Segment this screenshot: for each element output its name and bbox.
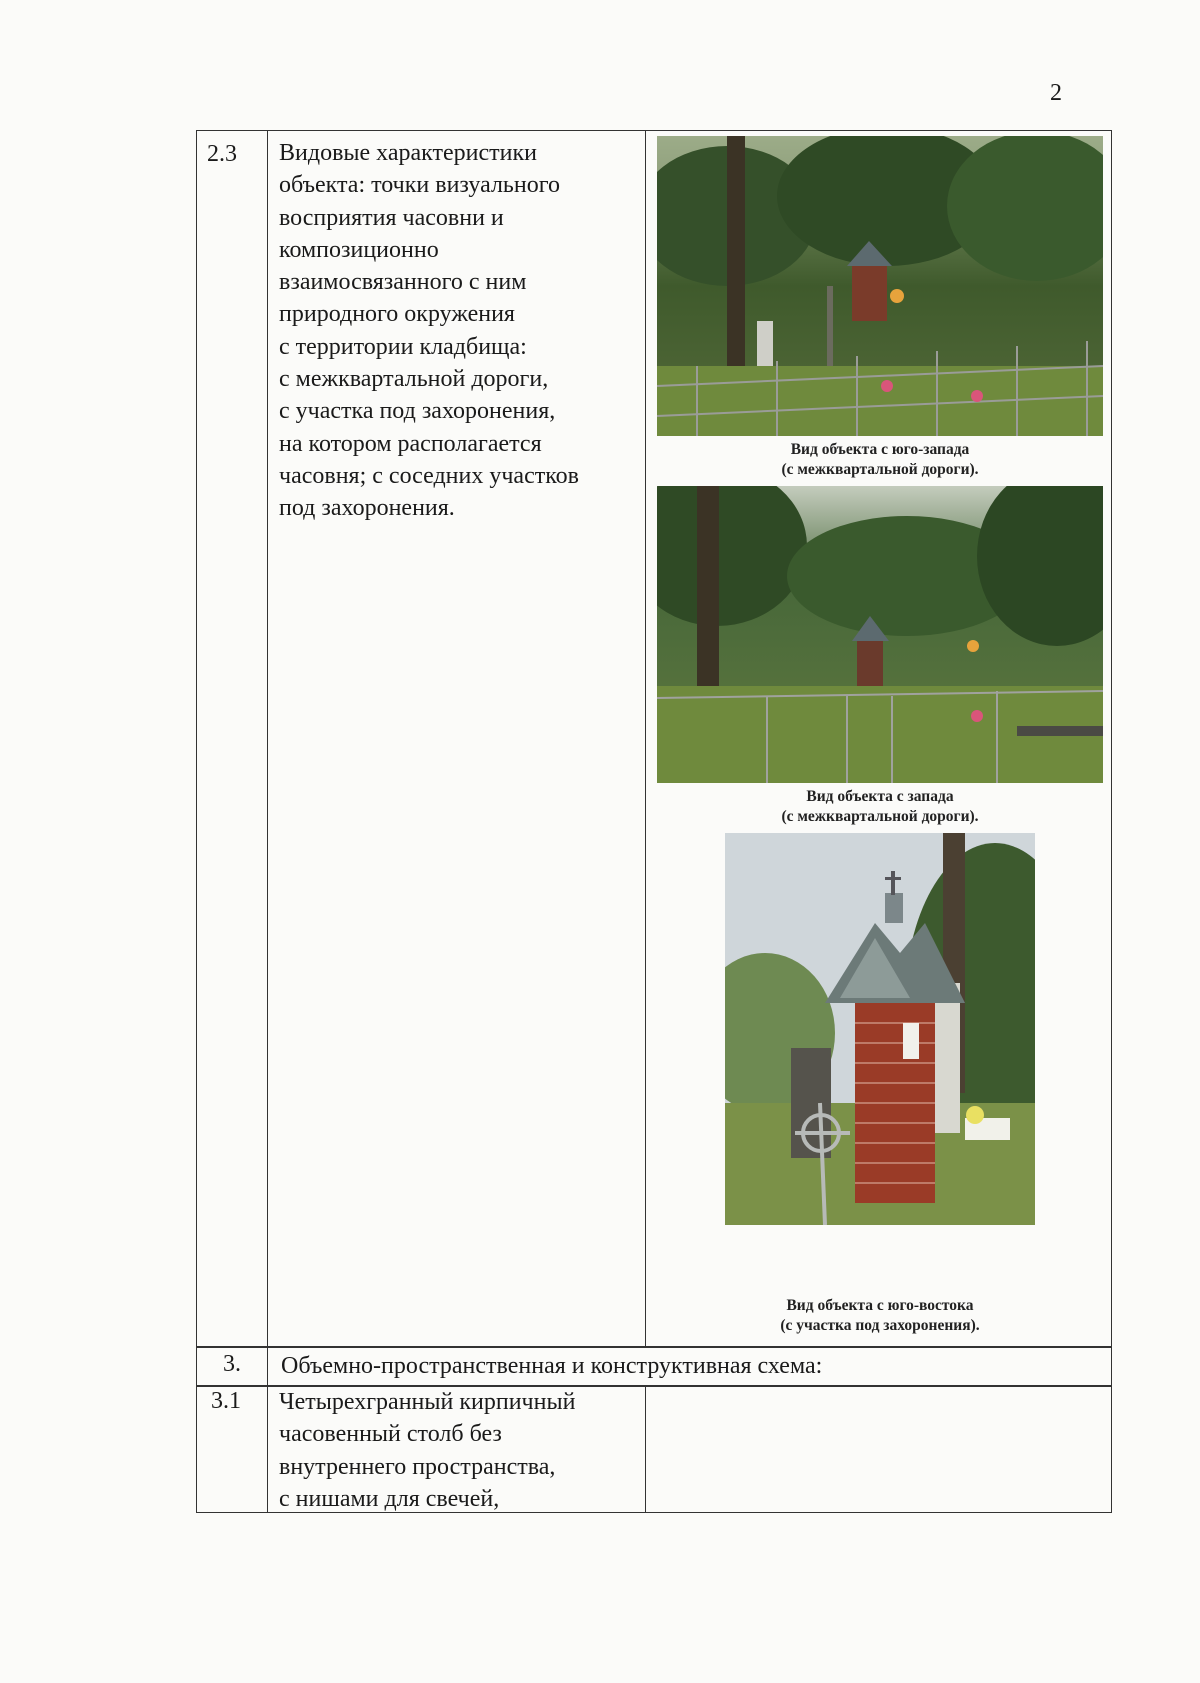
row-description: Четырехгранный кирпичный часовенный столб без внутреннего пространства, с нишами для свечей, [279, 1389, 576, 1512]
photo-west-view [657, 486, 1103, 783]
table-row [196, 1385, 1112, 1513]
row-number: 2.3 [207, 141, 237, 167]
table-row [196, 130, 1112, 1348]
section-heading: Объемно-пространственная и конструктивная схема: [281, 1353, 823, 1379]
photo-caption: Вид объекта с запада (с межквартальной дороги). [781, 788, 979, 825]
photo-caption: Вид объекта с юго-запада (с межквартальной дороги). [781, 441, 979, 478]
row-number: 3. [223, 1351, 241, 1377]
page-number: 2 [1050, 80, 1062, 106]
row-description: Видовые характеристики объекта: точки визуального восприятия часовни и композиционно взаимосвязанного с ним природного окружения с территории кладбища: с межквартальной дороги, с участка под захоронения, на котором располагается часовня; с соседних участков под захоронения. [279, 140, 579, 522]
photo-southeast-view [725, 833, 1035, 1225]
row-number: 3.1 [211, 1388, 241, 1414]
photo-southwest-view [657, 136, 1103, 436]
table-row [196, 1346, 1112, 1387]
photo-caption: Вид объекта с юго-востока (с участка под захоронения). [780, 1297, 980, 1334]
